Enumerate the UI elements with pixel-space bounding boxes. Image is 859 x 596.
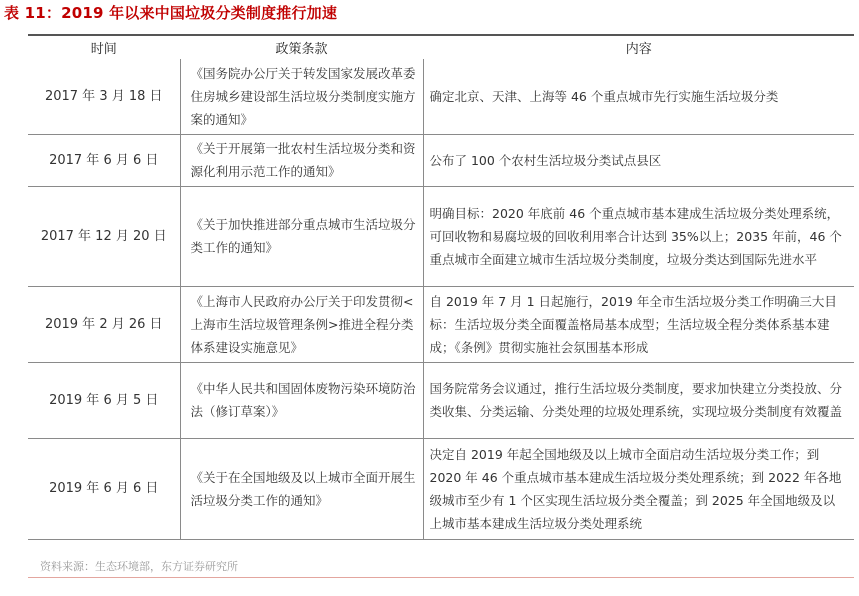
row-policy: 《关于在全国地级及以上城市全面开展生活垃圾分类工作的通知》 [180, 438, 423, 539]
table-row [28, 59, 854, 134]
row-content: 确定北京、天津、上海等 46 个重点城市先行实施生活垃圾分类 [423, 59, 854, 134]
row-time: 2019 年 6 月 6 日 [28, 438, 180, 539]
row-content: 自 2019 年 7 月 1 日起施行，2019 年全市生活垃圾分类工作明确三大目标：生活垃圾分类全面覆盖格局基本成型；生活垃圾全程分类体系基本建成；《条例》贯彻实施社会氛围基本形成 [423, 286, 854, 362]
footer-rule [28, 577, 854, 578]
table-row [28, 134, 854, 186]
table-title: 表 11：2019 年以来中国垃圾分类制度推行加速 [4, 4, 338, 22]
row-content: 明确目标：2020 年底前 46 个重点城市基本建成生活垃圾分类处理系统，可回收物和易腐垃圾的回收利用率合计达到 35%以上；2035 年前，46 个重点城市全面建立城市生活垃圾分类制度，垃圾分类达到国际先进水平 [423, 186, 854, 286]
header-time: 时间 [90, 42, 117, 57]
table-row [28, 362, 854, 438]
row-content: 决定自 2019 年起全国地级及以上城市全面启动生活垃圾分类工作；到 2020 年 46 个重点城市基本建成生活垃圾分类处理系统；到 2022 年各地级城市至少有 1 个区实现生活垃圾分类全覆盖；到 2025 年全国地级及以上城市基本建成生活垃圾分类处理系统 [423, 438, 854, 539]
row-policy: 《关于开展第一批农村生活垃圾分类和资源化利用示范工作的通知》 [180, 134, 423, 186]
header-policy: 政策条款 [275, 42, 328, 57]
row-policy: 《关于加快推进部分重点城市生活垃圾分类工作的通知》 [180, 186, 423, 286]
row-policy: 《国务院办公厅关于转发国家发展改革委住房城乡建设部生活垃圾分类制度实施方案的通知》 [180, 59, 423, 134]
table-row [28, 286, 854, 362]
row-policy: 《中华人民共和国固体废物污染环境防治法（修订草案）》 [180, 362, 423, 438]
header-content: 内容 [625, 42, 652, 57]
row-time: 2019 年 2 月 26 日 [28, 286, 180, 362]
row-time: 2017 年 6 月 6 日 [28, 134, 180, 186]
source-note: 资料来源：生态环境部，东方证券研究所 [40, 560, 238, 573]
table-row [28, 186, 854, 286]
row-policy: 《上海市人民政府办公厅关于印发贯彻<上海市生活垃圾管理条例>推进全程分类体系建设实施意见》 [180, 286, 423, 362]
row-content: 公布了 100 个农村生活垃圾分类试点县区 [423, 134, 854, 186]
row-time: 2019 年 6 月 5 日 [28, 362, 180, 438]
row-time: 2017 年 12 月 20 日 [28, 186, 180, 286]
row-content: 国务院常务会议通过，推行生活垃圾分类制度，要求加快建立分类投放、分类收集、分类运输、分类处理的垃圾处理系统，实现垃圾分类制度有效覆盖 [423, 362, 854, 438]
row-time: 2017 年 3 月 18 日 [28, 59, 180, 134]
policy-table [28, 36, 854, 540]
table-row [28, 438, 854, 539]
